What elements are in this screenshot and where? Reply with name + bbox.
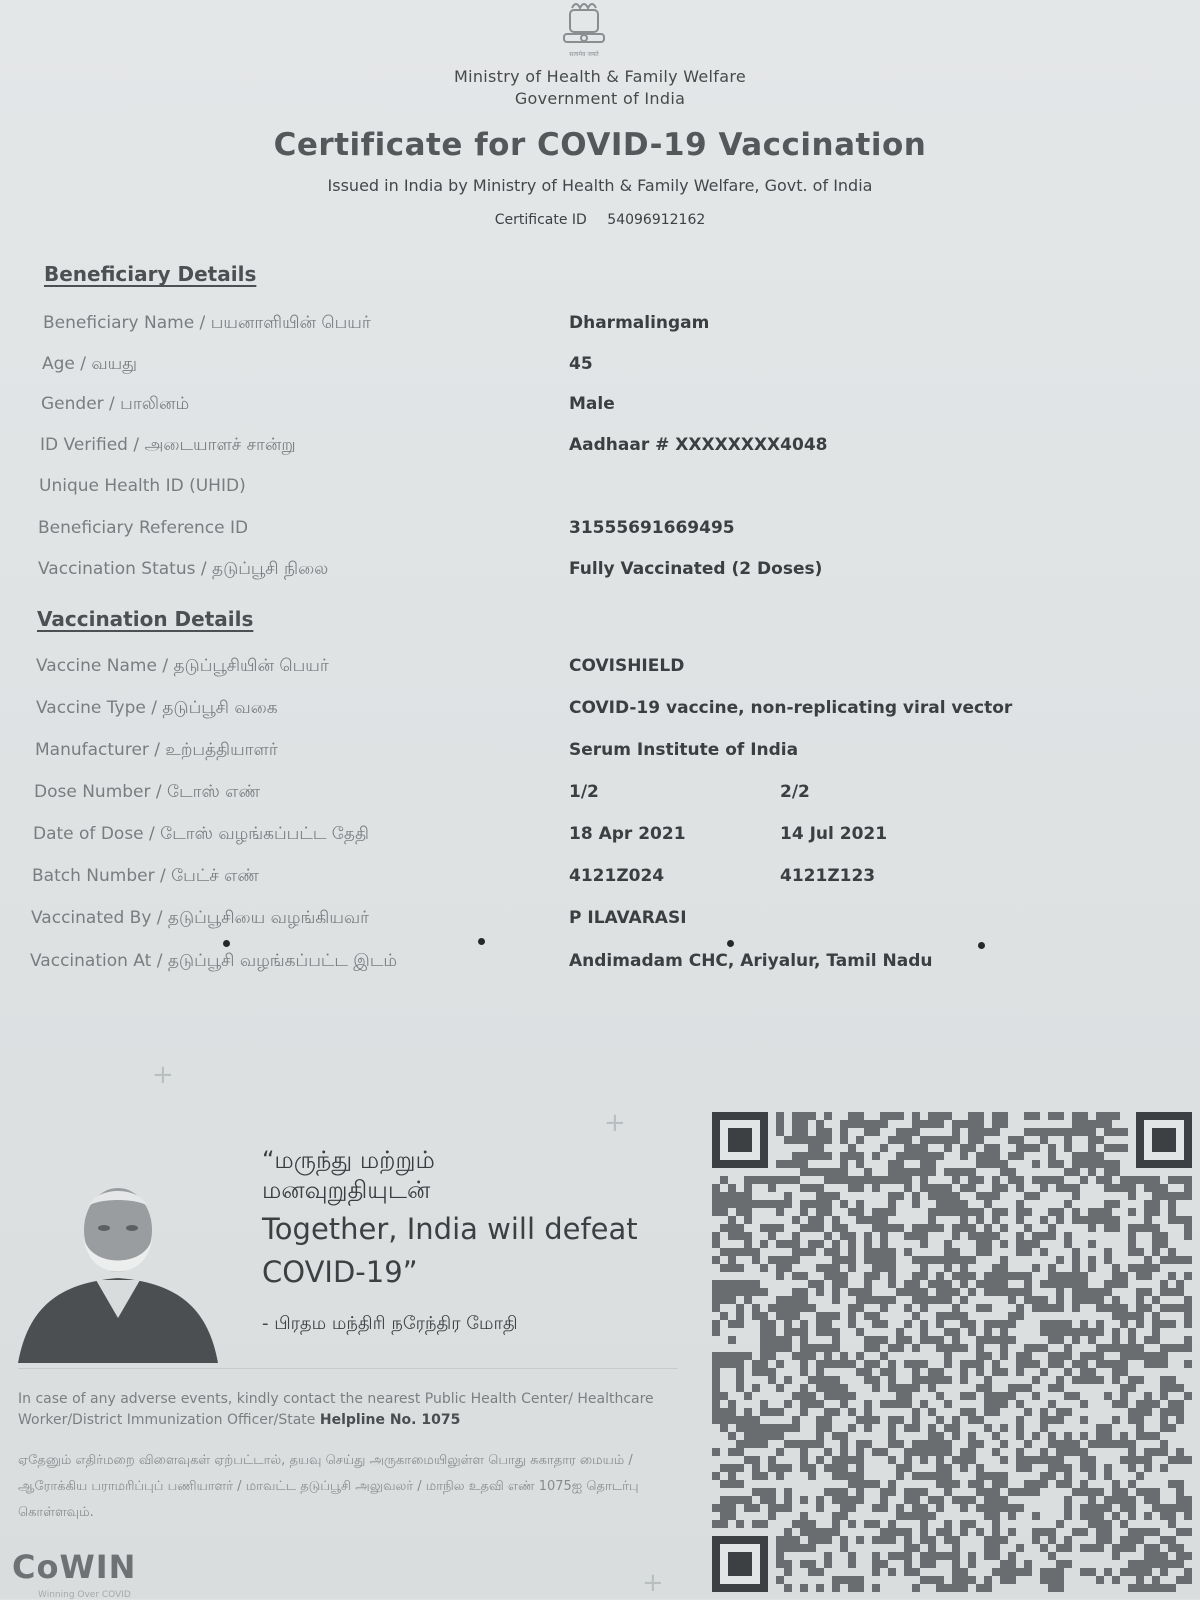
scan-dot bbox=[727, 940, 734, 947]
beneficiary-heading: Beneficiary Details bbox=[44, 262, 257, 286]
detail-row bbox=[0, 866, 1200, 896]
dose2-value: 4121Z123 bbox=[780, 866, 876, 886]
detail-row bbox=[0, 740, 1200, 770]
dose1-value: 18 Apr 2021 bbox=[569, 824, 686, 844]
detail-row bbox=[0, 313, 1200, 343]
detail-label: Vaccine Type / தடுப்பூசி வகை bbox=[36, 698, 278, 718]
detail-row bbox=[0, 951, 1200, 981]
dose1-value: 1/2 bbox=[569, 782, 599, 802]
detail-label: Beneficiary Name / பயனாளியின் பெயர் bbox=[43, 313, 371, 333]
registration-mark: + bbox=[604, 1108, 626, 1138]
detail-label: Vaccinated By / தடுப்பூசியை வழங்கியவர் bbox=[31, 908, 370, 928]
quote-attribution: - பிரதம மந்திரி நரேந்திர மோதி bbox=[262, 1313, 518, 1334]
scan-dot bbox=[978, 942, 985, 949]
detail-value: Serum Institute of India bbox=[569, 740, 799, 760]
scan-dot bbox=[478, 938, 485, 945]
helpline-number: Helpline No. 1075 bbox=[319, 1412, 461, 1428]
detail-label: Gender / பாலினம் bbox=[41, 394, 190, 414]
detail-row bbox=[0, 908, 1200, 938]
detail-value: Fully Vaccinated (2 Doses) bbox=[569, 559, 823, 579]
detail-label: Manufacturer / உற்பத்தியாளர் bbox=[35, 740, 278, 760]
detail-label: ID Verified / அடையாளச் சான்று bbox=[40, 435, 296, 455]
detail-row bbox=[0, 394, 1200, 424]
scan-dot bbox=[223, 940, 230, 947]
cowin-tagline: Winning Over COVID bbox=[38, 1590, 131, 1600]
ministry-name bbox=[0, 66, 1200, 110]
detail-row bbox=[0, 782, 1200, 812]
registration-mark: + bbox=[642, 1568, 664, 1598]
issued-by: Issued in India by Ministry of Health & Family Welfare, Govt. of India bbox=[327, 176, 873, 195]
detail-value: 45 bbox=[569, 354, 593, 374]
detail-row bbox=[0, 476, 1200, 506]
dose1-value: 4121Z024 bbox=[569, 866, 665, 886]
detail-row bbox=[0, 698, 1200, 728]
dose2-value: 14 Jul 2021 bbox=[780, 824, 888, 844]
detail-row bbox=[0, 354, 1200, 384]
detail-value: Aadhaar # XXXXXXXX4048 bbox=[569, 435, 828, 455]
detail-value: Dharmalingam bbox=[569, 313, 710, 333]
detail-label: Vaccine Name / தடுப்பூசியின் பெயர் bbox=[36, 656, 329, 676]
detail-value: Andimadam CHC, Ariyalur, Tamil Nadu bbox=[569, 951, 933, 971]
detail-value: P ILAVARASI bbox=[569, 908, 687, 928]
vaccination-heading: Vaccination Details bbox=[37, 607, 254, 631]
footer-divider bbox=[18, 1368, 678, 1369]
detail-label: Vaccination At / தடுப்பூசி வழங்கப்பட்ட இடம் bbox=[30, 951, 398, 971]
detail-label: Dose Number / டோஸ் எண் bbox=[34, 782, 261, 802]
detail-label: Date of Dose / டோஸ் வழங்கப்பட்ட தேதி bbox=[33, 824, 369, 844]
quote-english: Together, India will defeat COVID-19” bbox=[262, 1212, 638, 1289]
detail-row bbox=[0, 824, 1200, 854]
detail-row bbox=[0, 435, 1200, 465]
certificate-id-label: Certificate ID bbox=[494, 212, 587, 228]
certificate-id-value: 54096912162 bbox=[607, 212, 706, 228]
detail-row bbox=[0, 518, 1200, 548]
detail-label: Unique Health ID (UHID) bbox=[39, 476, 246, 496]
certificate-title: Certificate for COVID-19 Vaccination bbox=[273, 127, 927, 163]
detail-row bbox=[0, 656, 1200, 686]
certificate-id bbox=[0, 212, 1200, 228]
quote-tamil: “மருந்து மற்றும் மனவுறுதியுடன் bbox=[262, 1146, 435, 1204]
ministry-line: Ministry of Health & Family Welfare bbox=[453, 67, 747, 86]
cowin-logo: CoWIN bbox=[12, 1548, 137, 1586]
detail-value: COVISHIELD bbox=[569, 656, 685, 676]
registration-mark: + bbox=[152, 1060, 174, 1090]
detail-value: Male bbox=[569, 394, 615, 414]
adverse-event-notice bbox=[18, 1389, 658, 1431]
dose2-value: 2/2 bbox=[780, 782, 810, 802]
detail-label: Batch Number / பேட்ச் எண் bbox=[32, 866, 260, 886]
detail-label: Vaccination Status / தடுப்பூசி நிலை bbox=[38, 559, 329, 579]
adverse-event-text: In case of any adverse events, kindly contact the nearest Public Health Center/ Healthcare Worker/District Immunization Officer/State bbox=[18, 1391, 654, 1428]
detail-value: COVID-19 vaccine, non-replicating viral vector bbox=[569, 698, 1013, 718]
government-line: Government of India bbox=[514, 89, 686, 108]
prime-minister-portrait bbox=[18, 1168, 218, 1363]
detail-label: Age / வயது bbox=[42, 354, 138, 374]
emblem-motto: सत्यमेव जयते bbox=[569, 51, 599, 58]
detail-value: 31555691669495 bbox=[569, 518, 735, 538]
detail-row bbox=[0, 559, 1200, 589]
adverse-event-notice-tamil: ஏதேனும் எதிர்மறை விளைவுகள் ஏற்பட்டால், தயவு செய்து அருகாமையிலுள்ள பொது சுகாதார மையம் / ஆரோக்கிய பராமரிப்புப் பணியாளர் / மாவட்ட தடுப்பூசி அலுவலர் / மாநில உதவி எண் 1075ஐ தொடர்பு கொள்ளவும். bbox=[18, 1453, 639, 1520]
national-emblem-icon bbox=[548, 0, 620, 60]
detail-label: Beneficiary Reference ID bbox=[38, 518, 249, 538]
qr-code-icon bbox=[712, 1112, 1192, 1592]
